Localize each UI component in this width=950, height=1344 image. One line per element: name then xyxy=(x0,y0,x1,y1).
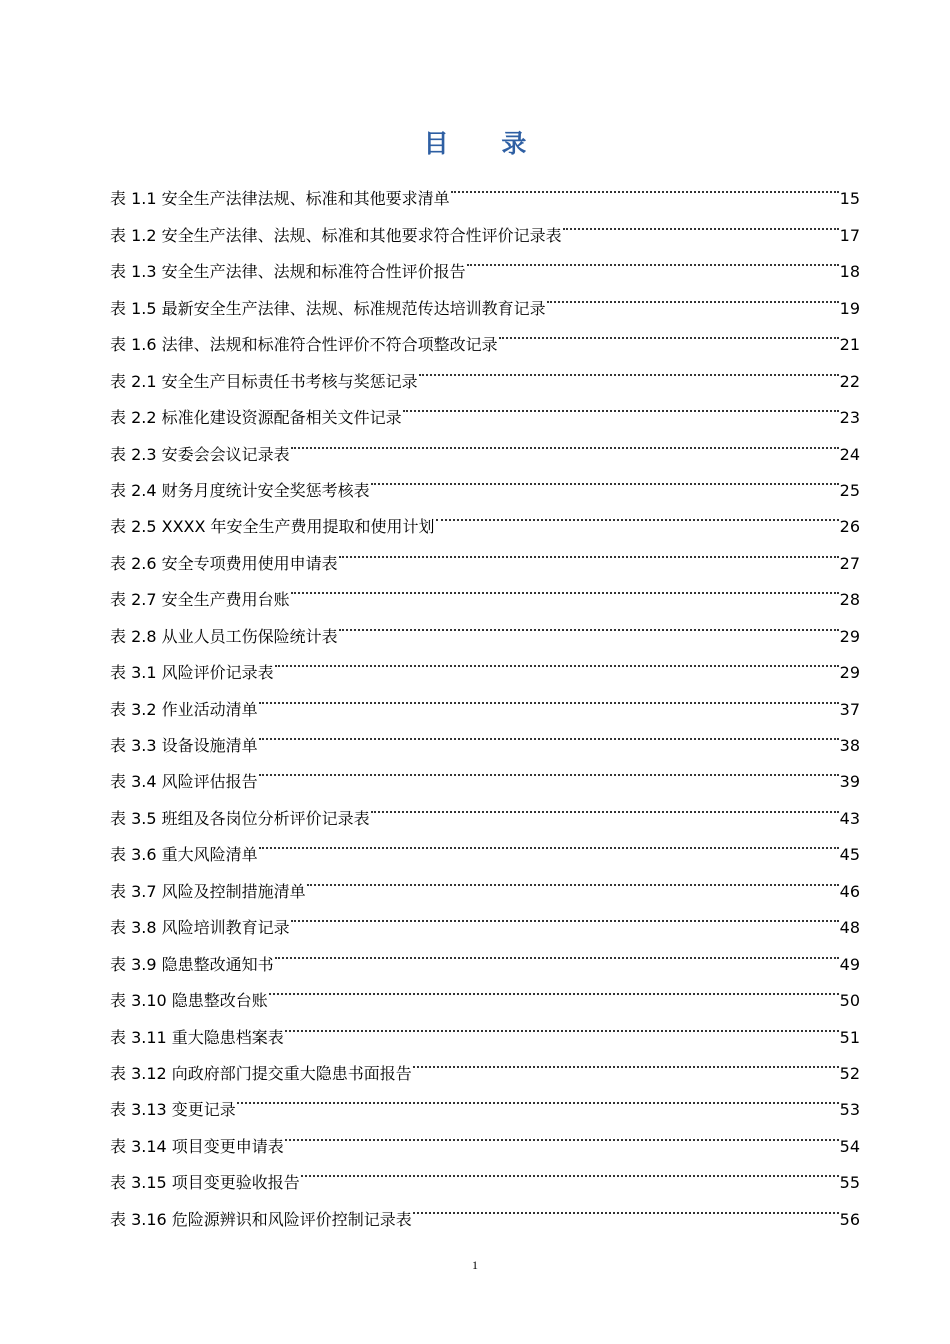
toc-entry-label: 表 2.2 标准化建设资源配备相关文件记录 xyxy=(110,408,402,428)
toc-entry-label: 表 3.3 设备设施清单 xyxy=(110,736,258,755)
toc-dot-leader xyxy=(563,204,839,240)
toc-entry-page: 28 xyxy=(839,590,860,610)
toc-entry-label: 表 3.14 项目变更申请表 xyxy=(110,1136,284,1156)
toc-entry-label: 表 2.8 从业人员工伤保险统计表 xyxy=(110,626,338,646)
toc-dot-leader xyxy=(547,277,839,313)
toc-entry-page: 53 xyxy=(839,1100,860,1120)
toc-dot-leader xyxy=(413,1188,839,1224)
toc-entry-label: 表 3.2 作业活动清单 xyxy=(110,699,258,719)
toc-entry-label: 表 3.15 项目变更验收报告 xyxy=(110,1173,300,1193)
toc-entry-label: 表 3.10 隐患整改台账 xyxy=(110,991,268,1011)
toc-title: 目 录 xyxy=(423,129,549,158)
toc-entry-label: 表 3.4 风险评估报告 xyxy=(110,772,258,792)
toc-dot-leader xyxy=(259,824,839,860)
toc-entry-page: 43 xyxy=(839,808,860,828)
toc-entry-label: 表 2.1 安全生产目标责任书考核与奖惩记录 xyxy=(110,371,418,391)
toc-list xyxy=(110,168,860,1229)
toc-entry-page: 49 xyxy=(839,954,860,974)
toc-entry-page: 45 xyxy=(839,845,860,865)
toc-dot-leader xyxy=(259,678,839,714)
toc-entry-page: 55 xyxy=(839,1173,860,1193)
toc-entry-label: 表 1.1 安全生产法律法规、标准和其他要求清单 xyxy=(110,189,450,209)
toc-entry-page: 22 xyxy=(839,371,860,391)
toc-dot-leader xyxy=(259,715,839,751)
toc-dot-leader xyxy=(285,1006,839,1042)
toc-entry-page: 52 xyxy=(839,1063,860,1083)
toc-entry-label: 表 3.6 重大风险清单 xyxy=(110,845,258,865)
toc-entry-label: 表 2.7 安全生产费用台账 xyxy=(110,590,290,610)
toc-dot-leader xyxy=(291,569,839,605)
toc-dot-leader xyxy=(499,314,839,350)
toc-dot-leader xyxy=(339,605,839,641)
toc-entry-label: 表 3.7 风险及控制措施清单 xyxy=(110,881,306,901)
toc-entry-page: 54 xyxy=(839,1136,860,1156)
toc-entry-page: 48 xyxy=(839,918,860,938)
toc-entry-page: 18 xyxy=(839,262,860,282)
toc-dot-leader xyxy=(307,860,839,896)
toc-entry-label: 表 1.3 安全生产法律、法规和标准符合性评价报告 xyxy=(110,262,466,282)
toc-entry-label: 表 2.3 安委会会议记录表 xyxy=(110,444,290,464)
toc-dot-leader xyxy=(451,168,839,204)
toc-dot-leader xyxy=(237,1079,839,1115)
toc-entry-page: 26 xyxy=(839,517,860,537)
toc-entry-label: 表 1.6 法律、法规和标准符合性评价不符合项整改记录 xyxy=(110,335,498,355)
toc-dot-leader xyxy=(403,387,839,423)
toc-dot-leader xyxy=(467,241,839,277)
toc-entry-page: 29 xyxy=(839,663,860,683)
toc-entry-label: 表 3.8 风险培训教育记录 xyxy=(110,918,290,938)
toc-entry-page: 25 xyxy=(839,480,860,500)
toc-entry-page: 37 xyxy=(839,699,860,719)
toc-dot-leader xyxy=(436,496,839,532)
toc-dot-leader xyxy=(291,423,839,459)
toc-entry-page: 50 xyxy=(839,991,860,1011)
toc-dot-leader xyxy=(285,1115,839,1151)
toc-entry-page: 19 xyxy=(839,298,860,318)
toc-dot-leader xyxy=(419,350,839,386)
toc-entry-page: 39 xyxy=(839,772,860,792)
toc-entry-page: 38 xyxy=(839,736,860,755)
toc-entry-page: 17 xyxy=(839,225,860,245)
toc-dot-leader xyxy=(413,1043,839,1079)
toc-dot-leader xyxy=(259,751,839,787)
toc-entry-label: 表 3.5 班组及各岗位分析评价记录表 xyxy=(110,808,370,828)
toc-entry-label: 表 3.12 向政府部门提交重大隐患书面报告 xyxy=(110,1063,412,1083)
toc-entry-page: 23 xyxy=(839,408,860,428)
toc-dot-leader xyxy=(275,933,839,969)
toc-dot-leader xyxy=(291,897,839,933)
toc-entry-label: 表 2.5 XXXX 年安全生产费用提取和使用计划 xyxy=(110,517,435,537)
toc-entry[interactable] xyxy=(110,168,860,209)
toc-entry-page: 51 xyxy=(839,1027,860,1047)
toc-entry-label: 表 3.9 隐患整改通知书 xyxy=(110,954,274,974)
toc-dot-leader xyxy=(371,787,839,823)
toc-dot-leader xyxy=(275,642,839,678)
toc-dot-leader xyxy=(301,1152,839,1188)
toc-entry-page: 24 xyxy=(839,444,860,464)
toc-dot-leader xyxy=(371,460,839,496)
toc-entry-label: 表 1.5 最新安全生产法律、法规、标准规范传达培训教育记录 xyxy=(110,298,546,318)
toc-entry-label: 表 3.1 风险评价记录表 xyxy=(110,663,274,683)
toc-entry-page: 46 xyxy=(839,881,860,901)
toc-entry-page: 56 xyxy=(839,1209,860,1229)
toc-dot-leader xyxy=(269,970,839,1006)
toc-entry-label: 表 3.13 变更记录 xyxy=(110,1100,236,1120)
toc-entry-page: 29 xyxy=(839,626,860,646)
toc-entry-page: 15 xyxy=(839,189,860,209)
toc-entry-label: 表 1.2 安全生产法律、法规、标准和其他要求符合性评价记录表 xyxy=(110,225,562,245)
toc-entry-label: 表 2.4 财务月度统计安全奖惩考核表 xyxy=(110,480,370,500)
toc-entry-page: 27 xyxy=(839,553,860,573)
toc-dot-leader xyxy=(339,532,839,568)
toc-entry-page: 21 xyxy=(839,335,860,355)
page-number: 1 xyxy=(472,1258,478,1272)
toc-entry-label: 表 3.16 危险源辨识和风险评价控制记录表 xyxy=(110,1209,412,1229)
toc-entry-label: 表 3.11 重大隐患档案表 xyxy=(110,1027,284,1047)
toc-entry-label: 表 2.6 安全专项费用使用申请表 xyxy=(110,553,338,573)
